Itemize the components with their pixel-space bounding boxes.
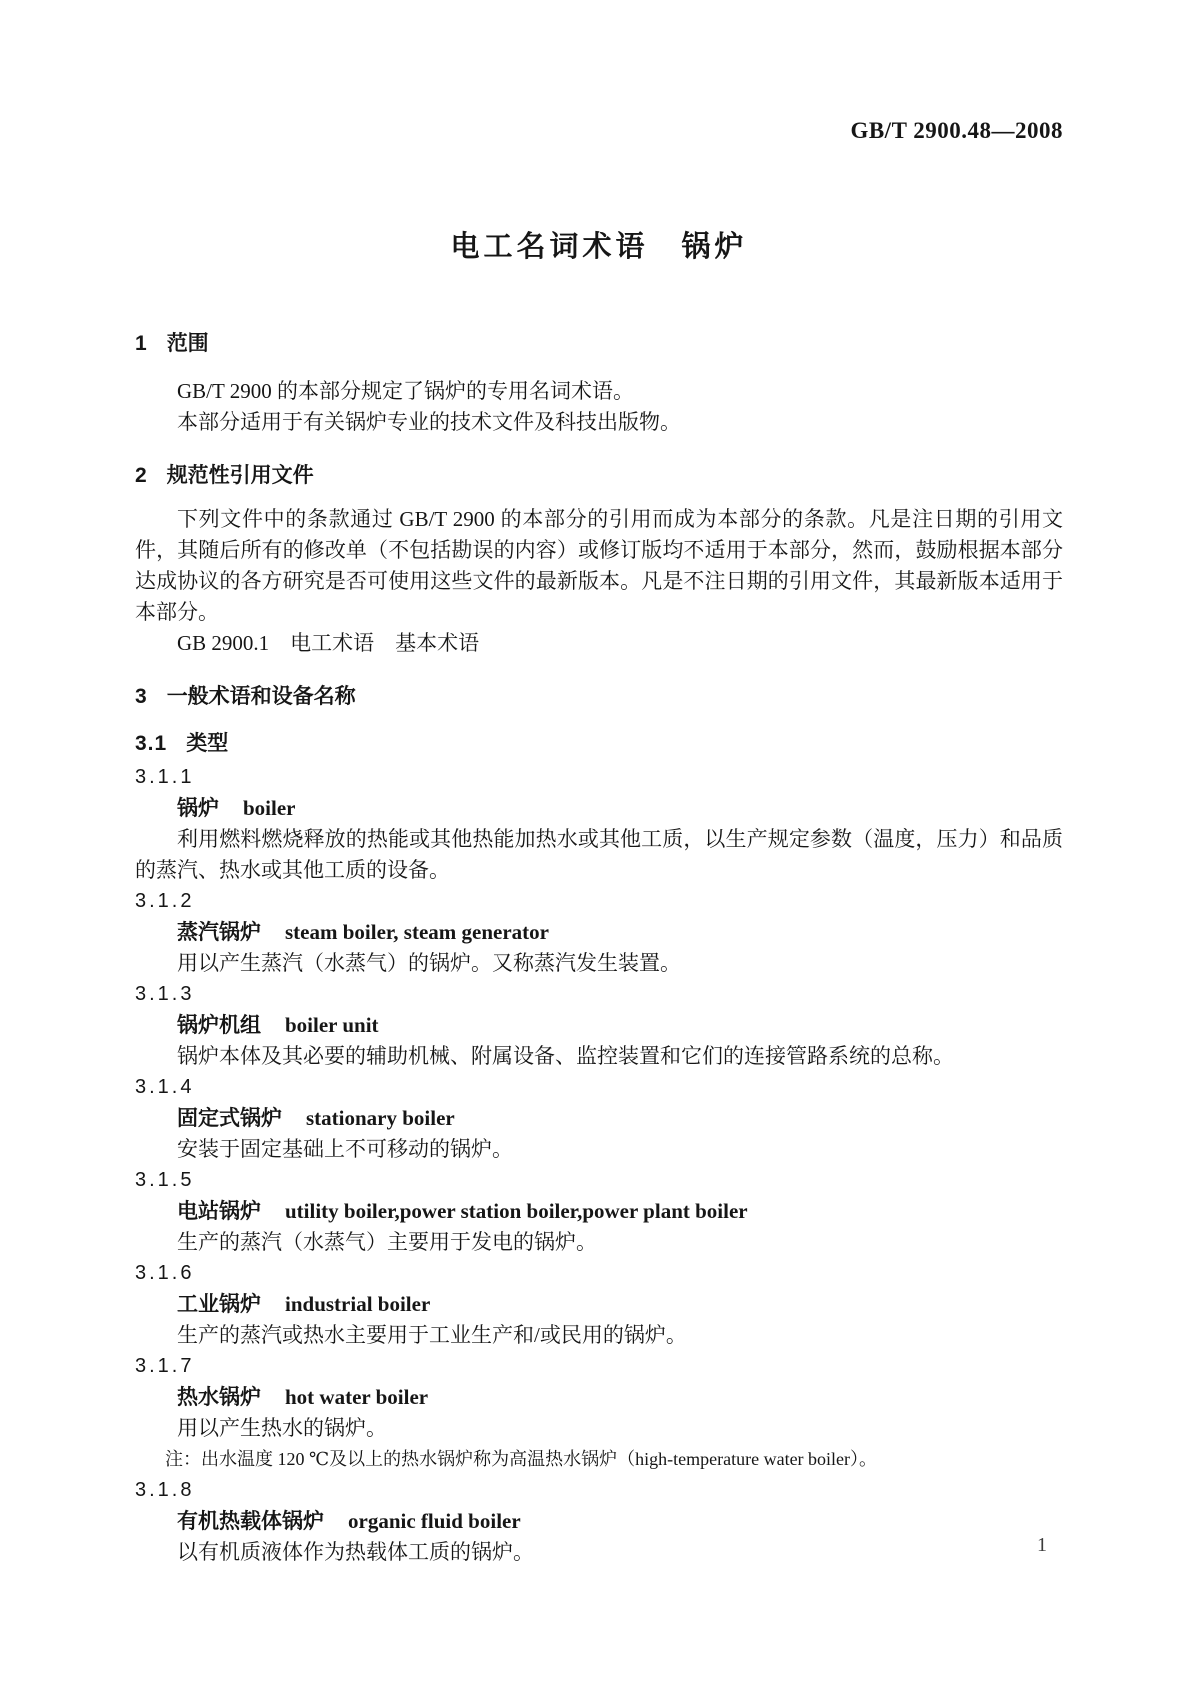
term-en: boiler bbox=[243, 796, 296, 820]
term-en: stationary boiler bbox=[306, 1106, 455, 1130]
term-line bbox=[135, 1506, 1063, 1537]
entry-number: 3.1.7 bbox=[135, 1355, 195, 1377]
term-zh: 固定式锅炉 bbox=[177, 1107, 282, 1130]
term-note: 注：出水温度 120 ℃及以上的热水锅炉称为高温热水锅炉（high-temperature water boiler）。 bbox=[165, 1449, 878, 1469]
term-definition: 利用燃料燃烧释放的热能或其他热能加热水或其他工质，以生产规定参数（温度，压力）和品质的蒸汽、热水或其他工质的设备。 bbox=[135, 827, 1063, 882]
section-1-number: 1 bbox=[135, 332, 148, 355]
subsection-3-1-title: 类型 bbox=[186, 732, 229, 755]
term-definition: 生产的蒸汽（水蒸气）主要用于发电的锅炉。 bbox=[177, 1230, 597, 1254]
term-zh: 锅炉机组 bbox=[177, 1014, 261, 1037]
term-definition: 生产的蒸汽或热水主要用于工业生产和/或民用的锅炉。 bbox=[177, 1323, 687, 1347]
term-definition: 用以产生热水的锅炉。 bbox=[177, 1416, 387, 1440]
term-line bbox=[135, 1289, 1063, 1320]
section-1-title: 范围 bbox=[166, 332, 209, 355]
subsection-3-1-heading bbox=[135, 730, 1063, 758]
entry-number: 3.1.3 bbox=[135, 983, 195, 1005]
term-line bbox=[135, 1382, 1063, 1413]
normative-references-paragraph: 下列文件中的条款通过 GB/T 2900 的本部分的引用而成为本部分的条款。凡是注日期的引用文件，其随后所有的修改单（不包括勘误的内容）或修订版均不适用于本部分，然而，鼓励根据本部分达成协议的各方研究是否可使用这些文件的最新版本。凡是不注日期的引用文件，其最新版本适用于本部分。 bbox=[135, 507, 1063, 624]
term-zh: 电站锅炉 bbox=[177, 1200, 261, 1223]
term-entry-3-1-5 bbox=[135, 1165, 1063, 1258]
term-entry-3-1-6 bbox=[135, 1258, 1063, 1351]
entry-number: 3.1.4 bbox=[135, 1076, 195, 1098]
document-title: 电工名词术语 锅炉 bbox=[450, 231, 748, 263]
page-number: 1 bbox=[1037, 1534, 1047, 1556]
term-en: hot water boiler bbox=[285, 1385, 429, 1409]
term-entry-3-1-1 bbox=[135, 762, 1063, 886]
term-zh: 锅炉 bbox=[177, 797, 219, 820]
term-entry-3-1-8 bbox=[135, 1475, 1063, 1568]
entry-number: 3.1.2 bbox=[135, 890, 195, 912]
normative-reference-item: GB 2900.1 电工术语 基本术语 bbox=[177, 631, 480, 655]
term-en: utility boiler,power station boiler,power plant boiler bbox=[285, 1199, 748, 1223]
term-zh: 蒸汽锅炉 bbox=[177, 921, 261, 944]
section-1-body bbox=[135, 376, 1063, 438]
term-en: boiler unit bbox=[285, 1013, 379, 1037]
term-line bbox=[135, 1010, 1063, 1041]
term-en: industrial boiler bbox=[285, 1292, 431, 1316]
term-line bbox=[135, 1196, 1063, 1227]
entry-number: 3.1.1 bbox=[135, 766, 195, 788]
scope-paragraph-1: GB/T 2900 的本部分规定了锅炉的专用名词术语。 bbox=[177, 379, 634, 403]
entry-number: 3.1.8 bbox=[135, 1479, 195, 1501]
section-2-heading bbox=[135, 462, 1063, 490]
section-1-heading bbox=[135, 330, 1063, 358]
section-3-heading bbox=[135, 683, 1063, 711]
term-definition: 锅炉本体及其必要的辅助机械、附属设备、监控装置和它们的连接管路系统的总称。 bbox=[177, 1044, 954, 1068]
scope-paragraph-2: 本部分适用于有关锅炉专业的技术文件及科技出版物。 bbox=[177, 410, 681, 434]
section-3-title: 一般术语和设备名称 bbox=[166, 685, 356, 708]
term-line bbox=[135, 917, 1063, 948]
term-line bbox=[135, 793, 1063, 824]
section-3-number: 3 bbox=[135, 685, 148, 708]
section-2-number: 2 bbox=[135, 464, 148, 487]
terminology-entries bbox=[135, 762, 1063, 1568]
term-definition: 安装于固定基础上不可移动的锅炉。 bbox=[177, 1137, 513, 1161]
term-entry-3-1-2 bbox=[135, 886, 1063, 979]
term-zh: 工业锅炉 bbox=[177, 1293, 261, 1316]
entry-number: 3.1.5 bbox=[135, 1169, 195, 1191]
term-entry-3-1-4 bbox=[135, 1072, 1063, 1165]
entry-number: 3.1.6 bbox=[135, 1262, 195, 1284]
term-entry-3-1-3 bbox=[135, 979, 1063, 1072]
section-2-title: 规范性引用文件 bbox=[166, 464, 314, 487]
subsection-3-1-number: 3.1 bbox=[135, 732, 168, 755]
term-en: organic fluid boiler bbox=[348, 1509, 521, 1533]
term-zh: 热水锅炉 bbox=[177, 1386, 261, 1409]
term-entry-3-1-7 bbox=[135, 1351, 1063, 1475]
term-zh: 有机热载体锅炉 bbox=[177, 1510, 324, 1533]
section-2-body bbox=[135, 504, 1063, 659]
term-definition: 以有机质液体作为热载体工质的锅炉。 bbox=[177, 1540, 534, 1564]
term-line bbox=[135, 1103, 1063, 1134]
standard-code: GB/T 2900.48—2008 bbox=[850, 118, 1063, 143]
term-definition: 用以产生蒸汽（水蒸气）的锅炉。又称蒸汽发生装置。 bbox=[177, 951, 681, 975]
term-en: steam boiler, steam generator bbox=[285, 920, 549, 944]
